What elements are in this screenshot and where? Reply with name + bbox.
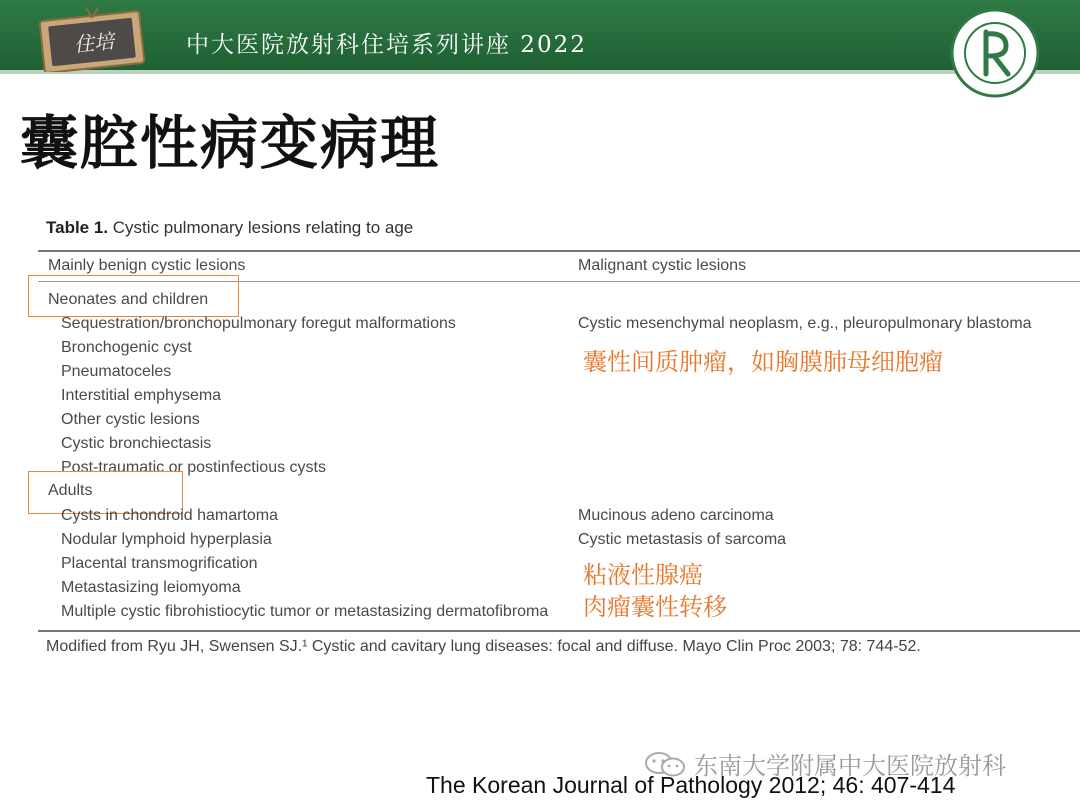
list-item: Cysts in chondroid hamartoma <box>61 507 278 524</box>
list-item: Nodular lymphoid hyperplasia <box>61 531 272 548</box>
list-item: Multiple cystic fibrohistiocytic tumor or metastasizing dermatofibroma <box>61 603 549 620</box>
highlight-box-neonates <box>28 275 239 317</box>
group-label-adults: Adults <box>48 482 93 499</box>
chalkboard-badge-icon <box>36 6 148 72</box>
list-item: Pneumatoceles <box>61 363 172 380</box>
list-item: Bronchogenic cyst <box>61 339 192 356</box>
list-item: Other cystic lesions <box>61 411 200 428</box>
annotation-note-1: 囊性间质肿瘤，如胸膜肺母细胞瘤 <box>583 348 943 376</box>
hospital-logo-icon <box>950 8 1040 98</box>
list-item: Sequestration/bronchopulmonary foregut malformations <box>61 315 456 332</box>
source-citation: The Korean Journal of Pathology 2012; 46: 407-414 <box>426 772 956 798</box>
table-top-rule <box>38 250 1080 252</box>
list-item: Cystic bronchiectasis <box>61 435 212 452</box>
table-caption-number: Table 1. <box>46 218 109 237</box>
table-caption-text: Cystic pulmonary lesions relating to age <box>108 218 414 237</box>
header-title: 中大医院放射科住培系列讲座 2022 <box>186 32 587 58</box>
annotation-note-2: 粘液性腺癌 <box>583 561 703 589</box>
column-header-benign: Mainly benign cystic lesions <box>48 257 246 274</box>
column-header-malignant: Malignant cystic lesions <box>578 257 747 274</box>
table-bottom-rule <box>38 630 1080 632</box>
header-divider <box>0 70 1080 74</box>
table-footnote: Modified from Ryu JH, Swensen SJ.¹ Cystic and cavitary lung diseases: focal and diffuse. Mayo Clin Proc 2003; 78: 744-52. <box>46 638 921 655</box>
list-item: Cystic mesenchymal neoplasm, e.g., pleuropulmonary blastoma <box>578 315 1032 332</box>
list-item: Placental transmogrification <box>61 555 258 572</box>
table-caption <box>46 218 413 238</box>
list-item: Mucinous adeno carcinoma <box>578 507 774 524</box>
list-item: Cystic metastasis of sarcoma <box>578 531 787 548</box>
list-item: Post-traumatic or postinfectious cysts <box>61 459 326 476</box>
annotation-note-3: 肉瘤囊性转移 <box>583 593 727 621</box>
slide-title: 囊腔性病变病理 <box>20 109 441 177</box>
group-label-neonates: Neonates and children <box>48 291 209 308</box>
badge-text: 住培 <box>72 28 116 57</box>
list-item: Interstitial emphysema <box>61 387 222 404</box>
watermark-text: 东南大学附属中大医院放射科 <box>694 752 1006 780</box>
list-item: Metastasizing leiomyoma <box>61 579 241 596</box>
